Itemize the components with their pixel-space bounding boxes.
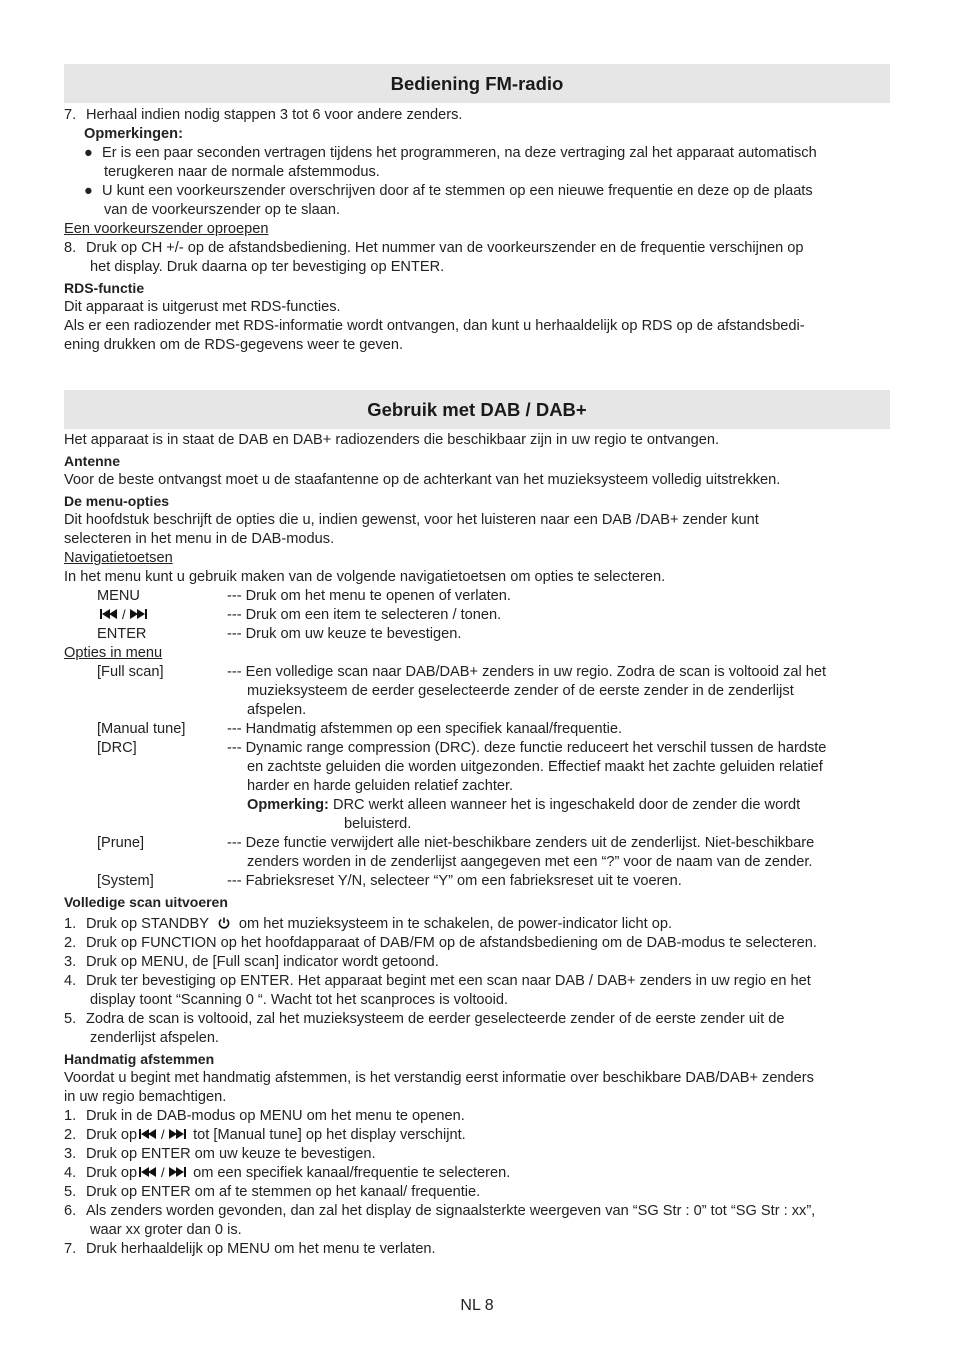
manual-tune-step: 7. Druk herhaaldelijk op MENU om het menu te verlaten.: [64, 1241, 436, 1257]
drc-note-label: Opmerking:: [247, 797, 329, 813]
nav-key-row: [64, 625, 890, 644]
remarks-heading: Opmerkingen:: [84, 126, 183, 142]
navigation-keys-heading: Navigatietoetsen: [64, 550, 173, 566]
remark-bullet: ● U kunt een voorkeurszender overschrijven door af te stemmen op een nieuwe frequentie en deze op de plaats van de voorkeurszender op te slaan.: [84, 183, 813, 218]
skip-buttons-icon: [64, 606, 227, 625]
option-prune: [Prune] --- Deze functie verwijdert alle niet-beschikbare zenders uit de zenderlijst. Niet-beschikbare zenders worden in de zenderlijst aangegeven met een “?” voor de naam van de zender.: [97, 835, 815, 870]
full-scan-heading: Volledige scan uitvoeren: [64, 894, 228, 910]
manual-tune-step: 2. Druk op / tot [Manual tune] op het display verschijnt.: [64, 1127, 466, 1143]
nav-key-label: ENTER: [97, 626, 147, 642]
nav-key-row: [64, 606, 890, 625]
option-system: [System] --- Fabrieksreset Y/N, selecteer “Y” om een fabrieksreset uit te voeren.: [97, 873, 682, 889]
rds-text: Dit apparaat is uitgerust met RDS-functies.: [64, 299, 341, 315]
fm-step-7: 7. Herhaal indien nodig stappen 3 tot 6 voor andere zenders.: [64, 107, 463, 123]
bullet-icon: ●: [84, 183, 93, 199]
svg-text:/: /: [161, 1127, 165, 1141]
nav-key-description: --- Druk om uw keuze te bevestigen.: [227, 626, 462, 642]
manual-tune-step: 1. Druk in de DAB-modus op MENU om het menu te openen.: [64, 1108, 465, 1124]
skip-buttons-icon: [137, 1165, 193, 1179]
option-drc: [DRC] --- Dynamic range compression (DRC). deze functie reduceert het verschil tussen de hardste en zachtste geluiden die worden uitgezonden. Effectief maakt het zachte geluiden relatief harder en harde geluiden relatief zachter. Opmerking: DRC werkt alleen wanneer het is ingeschakeld door de zender die wordt beluisterd.: [97, 740, 827, 832]
manual-tune-heading: Handmatig afstemmen: [64, 1051, 215, 1067]
full-scan-step: 2. Druk op FUNCTION op het hoofdapparaat of DAB/FM op de afstandsbediening om de DAB-modus te selecteren.: [64, 935, 817, 951]
svg-text:/: /: [161, 1165, 165, 1179]
svg-text:/: /: [122, 607, 126, 621]
fm-step-8: 8. Druk op CH +/- op de afstandsbediening. Het nummer van de voorkeurszender en de frequentie verschijnen op het display. Druk daarna op ter bevestiging op ENTER.: [64, 240, 804, 275]
navigation-keys-intro: In het menu kunt u gebruik maken van de volgende navigatietoetsen om opties te selecteren.: [64, 569, 666, 585]
power-icon: [213, 916, 235, 930]
menu-options-text: selecteren in het menu in de DAB-modus.: [64, 531, 335, 547]
nav-key-description: --- Druk om het menu te openen of verlaten.: [227, 588, 511, 604]
dab-intro: Het apparaat is in staat de DAB en DAB+ radiozenders die beschikbaar zijn in uw regio te ontvangen.: [64, 432, 720, 448]
page-content: [64, 64, 890, 1259]
rds-heading: RDS-functie: [64, 280, 145, 296]
menu-options-list-heading: Opties in menu: [64, 645, 163, 661]
nav-key-row: [64, 587, 890, 606]
manual-tune-step: 3. Druk op ENTER om uw keuze te bevestigen.: [64, 1146, 376, 1162]
page-number: NL 8: [460, 1297, 494, 1314]
dab-section-title: Gebruik met DAB / DAB+: [64, 390, 890, 429]
full-scan-step: 5. Zodra de scan is voltooid, zal het muzieksysteem de eerder geselecteerde zender of de eerste zender uit de zenderlijst afspelen.: [64, 1011, 785, 1046]
option-manual-tune: [Manual tune] --- Handmatig afstemmen op een specifiek kanaal/frequentie.: [97, 721, 623, 737]
manual-tune-intro: Voordat u begint met handmatig afstemmen, is het verstandig eerst informatie over beschikbare DAB/DAB+ zenders: [64, 1070, 814, 1086]
skip-buttons-icon: [137, 1127, 193, 1141]
rds-text: Als er een radiozender met RDS-informatie wordt ontvangen, dan kunt u herhaaldelijk op RDS op de afstandsbedi-: [64, 318, 805, 334]
manual-tune-intro: in uw regio bemachtigen.: [64, 1089, 227, 1105]
remark-bullet: ● Er is een paar seconden vertragen tijdens het programmeren, na deze vertraging zal het apparaat automatisch terugkeren naar de normale afstemmodus.: [84, 145, 817, 180]
rds-text: ening drukken om de RDS-gegevens weer te geven.: [64, 337, 404, 353]
manual-tune-step: 5. Druk op ENTER om af te stemmen op het kanaal/ frequentie.: [64, 1184, 481, 1200]
manual-tune-step: 6. Als zenders worden gevonden, dan zal het display de signaalsterkte weergeven van “SG Str : 0” tot “SG Str : xx”, waar xx groter dan 0 is.: [64, 1203, 816, 1238]
full-scan-step: 3. Druk op MENU, de [Full scan] indicator wordt getoond.: [64, 954, 439, 970]
full-scan-step: 4. Druk ter bevestiging op ENTER. Het apparaat begint met een scan naar DAB / DAB+ zenders in uw regio en het display toont “Scanning 0 “. Wacht tot het scanproces is voltooid.: [64, 973, 811, 1008]
fm-section-title: Bediening FM-radio: [64, 64, 890, 103]
nav-key-label: MENU: [97, 588, 140, 604]
full-scan-step: 1. Druk op STANDBY om het muzieksysteem in te schakelen, de power-indicator licht op.: [64, 916, 673, 932]
recall-heading: Een voorkeurszender oproepen: [64, 221, 269, 237]
menu-options-heading: De menu-opties: [64, 493, 170, 509]
antenna-heading: Antenne: [64, 453, 120, 469]
menu-options-text: Dit hoofdstuk beschrijft de opties die u, indien gewenst, voor het luisteren naar een DAB /DAB+ zender kunt: [64, 512, 759, 528]
bullet-icon: ●: [84, 145, 93, 161]
nav-key-description: --- Druk om een item te selecteren / tonen.: [227, 607, 502, 623]
manual-tune-step: 4. Druk op / om een specifiek kanaal/frequentie te selecteren.: [64, 1165, 511, 1181]
option-full-scan: [Full scan] --- Een volledige scan naar DAB/DAB+ zenders in uw regio. Zodra de scan is voltooid zal het muzieksysteem de eerder geselecteerde zender of de eerste zender in de zenderlijst afspelen.: [97, 664, 827, 718]
antenna-text: Voor de beste ontvangst moet u de staafantenne op de achterkant van het muzieksysteem volledig uitstrekken.: [64, 472, 781, 488]
